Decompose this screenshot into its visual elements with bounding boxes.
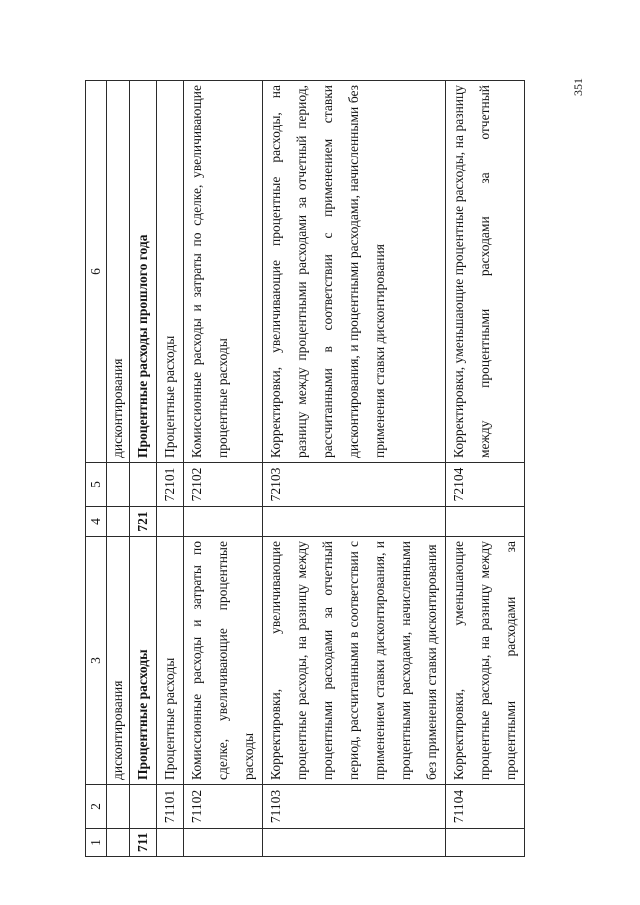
account-text-prior: Процентные расходы bbox=[157, 81, 184, 463]
account-text-prior: Комиссионные расходы и затраты по сделке, увеличивающие процентные расходы bbox=[184, 81, 263, 463]
column-number: 3 bbox=[86, 537, 107, 785]
rotated-table-container bbox=[85, 81, 549, 857]
continuation-text-prior: дисконтирования bbox=[107, 81, 130, 463]
account-text-prior: Корректировки, уменьшающие процентные расходы, на разницу между процентными расходами за отчетный bbox=[446, 81, 525, 463]
section-title-prior: Процентные расходы прошлого года bbox=[130, 81, 157, 463]
page-number: 351 bbox=[571, 78, 585, 96]
account-code-prior: 72104 bbox=[446, 463, 525, 507]
account-code: 71102 bbox=[184, 785, 263, 829]
column-number: 5 bbox=[86, 463, 107, 507]
account-text: Корректировки, увеличивающие процентные расходы, на разницу между процентными расходами за отчетный период, рассчитанными в соответствии с применением ставки дисконтирования, и процентными расходами, начисленными без применения ставки дисконтирования bbox=[263, 537, 446, 785]
section-code: 711 bbox=[130, 829, 157, 857]
accounts-table bbox=[85, 80, 525, 857]
account-code-prior: 72102 bbox=[184, 463, 263, 507]
account-text: Комиссионные расходы и затраты по сделке, увеличивающие процентные расходы bbox=[184, 537, 263, 785]
account-text-prior: Корректировки, увеличивающие процентные расходы, на разницу между процентными расходами за отчетный период, рассчитанными в соответствии с применением ставки дисконтирования, и процентными расходами, начисленными без применения ставки дисконтирования bbox=[263, 81, 446, 463]
column-number: 2 bbox=[86, 785, 107, 829]
account-code: 71104 bbox=[446, 785, 525, 829]
section-row bbox=[130, 81, 157, 857]
account-text: Корректировки, уменьшающие процентные расходы, на разницу между процентными расходами за bbox=[446, 537, 525, 785]
account-code: 71101 bbox=[157, 785, 184, 829]
column-number: 4 bbox=[86, 507, 107, 537]
column-number: 6 bbox=[86, 81, 107, 463]
account-text: Процентные расходы bbox=[157, 537, 184, 785]
column-number-row bbox=[86, 81, 107, 857]
table-row bbox=[263, 81, 446, 857]
account-code: 71103 bbox=[263, 785, 446, 829]
continuation-text: дисконтирования bbox=[107, 537, 130, 785]
section-code-prior: 721 bbox=[130, 507, 157, 537]
section-title: Процентные расходы bbox=[130, 537, 157, 785]
account-code-prior: 72103 bbox=[263, 463, 446, 507]
table-row bbox=[157, 81, 184, 857]
column-number: 1 bbox=[86, 829, 107, 857]
table-row bbox=[446, 81, 525, 857]
continuation-row bbox=[107, 81, 130, 857]
account-code-prior: 72101 bbox=[157, 463, 184, 507]
table-row bbox=[184, 81, 263, 857]
